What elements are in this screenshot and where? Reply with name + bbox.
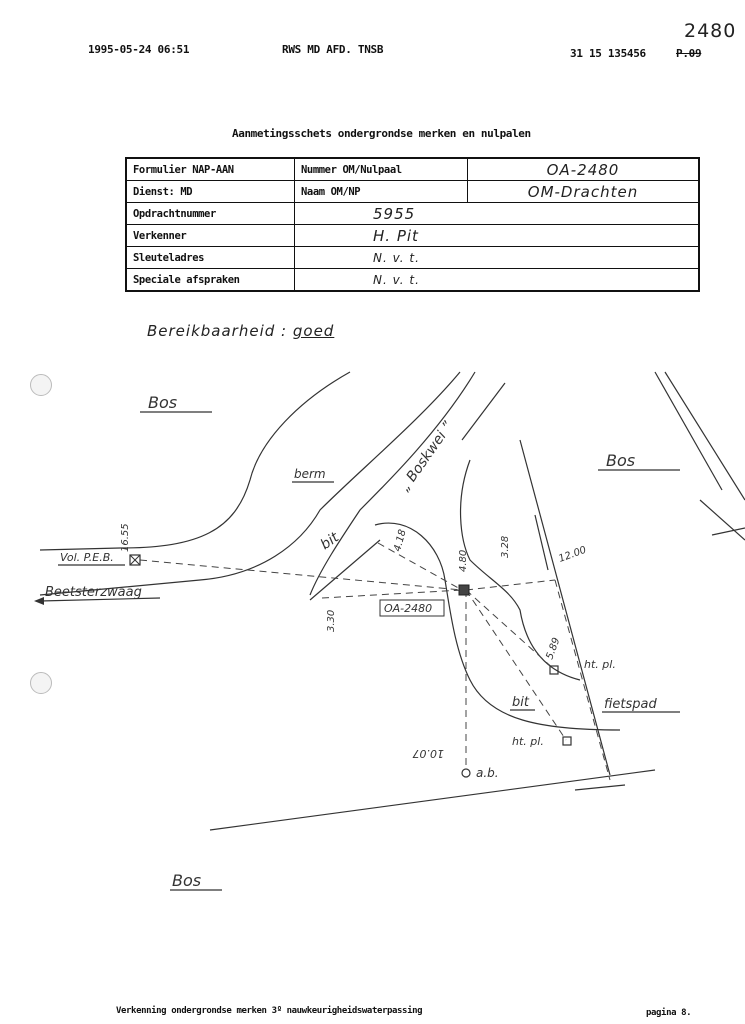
distance-label: 16.55 xyxy=(120,523,131,552)
form-label: Sleuteladres xyxy=(126,247,295,269)
fence-line xyxy=(520,440,610,775)
form-label: Verkenner xyxy=(126,225,295,247)
label-reference-point: Vol. P.E.B. xyxy=(60,551,114,564)
label-ht-pl: ht. pl. xyxy=(512,735,544,748)
label-marker: OA-2480 xyxy=(384,602,433,615)
form-row xyxy=(126,269,699,292)
fence-line xyxy=(535,515,548,570)
label-bit: bit xyxy=(317,529,342,554)
form-value: OA-2480 xyxy=(468,158,700,181)
edge-line xyxy=(665,372,745,500)
accessibility-value: goed xyxy=(292,322,335,340)
label-ab: a.b. xyxy=(476,766,499,780)
post-icon xyxy=(563,737,571,745)
edge-line xyxy=(712,528,745,535)
footer-caption: Verkenning ondergrondse merken 3º nauwkeurigheidswaterpassing xyxy=(116,1006,423,1016)
path-edge xyxy=(461,460,580,680)
label-ht-pl: ht. pl. xyxy=(584,658,616,671)
form-label: Formulier NAP-AAN xyxy=(126,158,295,181)
distance-label: 4.18 xyxy=(392,528,409,553)
arrow-head-icon xyxy=(34,597,44,605)
distance-label: 3.30 xyxy=(326,609,337,632)
measure-line xyxy=(555,580,610,780)
label-bit: bit xyxy=(512,695,529,710)
edge-line xyxy=(655,372,722,490)
form-row xyxy=(126,247,699,269)
fence-line xyxy=(575,785,625,790)
form-value: 5955 xyxy=(295,203,700,225)
form-sub-label: Nummer OM/Nulpaal xyxy=(295,158,468,181)
label-direction: Beetsterzwaag xyxy=(45,585,142,600)
distance-label: 3.28 xyxy=(500,535,511,558)
distance-label: 4.80 xyxy=(458,549,469,572)
distance-label: 10.07 xyxy=(412,747,444,760)
form-row xyxy=(126,181,699,203)
fence-line xyxy=(310,540,380,600)
measure-line xyxy=(378,543,462,590)
document-title: Aanmetingsschets ondergrondse merken en nulpalen xyxy=(232,127,531,140)
edge-line xyxy=(700,500,745,540)
form-row xyxy=(126,203,699,225)
measure-line xyxy=(140,560,462,590)
benchmark-icon xyxy=(462,769,470,777)
accessibility-label: Bereikbaarheid : xyxy=(147,322,288,340)
label-boskwei: „ Boskwei ” xyxy=(396,418,457,495)
fax-sender: RWS MD AFD. TNSB xyxy=(282,43,384,56)
measure-line xyxy=(466,590,555,670)
label-bos: Bos xyxy=(148,393,178,412)
form-row xyxy=(126,225,699,247)
distance-label: 12.00 xyxy=(557,544,588,565)
road-edge xyxy=(40,372,350,550)
measure-line xyxy=(466,580,555,590)
fence-line xyxy=(462,383,505,440)
label-fietspad: fietspad xyxy=(604,697,657,712)
form-value: N. v. t. xyxy=(295,247,700,269)
form-sub-label: Naam OM/NP xyxy=(295,181,468,203)
distance-label: 5.89 xyxy=(544,636,563,662)
accessibility-note xyxy=(147,322,334,340)
label-berm: berm xyxy=(294,467,326,481)
fax-timestamp: 1995-05-24 06:51 xyxy=(88,43,190,56)
survey-marker-icon xyxy=(459,585,469,595)
handwritten-reference: 2480 xyxy=(684,20,737,42)
label-bos: Bos xyxy=(172,871,202,890)
form-value: N. v. t. xyxy=(295,269,700,292)
fence-line xyxy=(210,770,655,830)
fax-number: 31 15 135456 xyxy=(570,47,646,60)
form-value: H. Pit xyxy=(295,225,700,247)
site-sketch xyxy=(0,360,745,920)
form-label: Dienst: MD xyxy=(126,181,295,203)
measurement-form xyxy=(125,157,700,292)
road-edge xyxy=(310,372,475,595)
form-label: Opdrachtnummer xyxy=(126,203,295,225)
form-value: OM-Drachten xyxy=(468,181,700,203)
footer-page: pagina 8. xyxy=(646,1008,692,1018)
form-row xyxy=(126,158,699,181)
fax-page-code: P.09 xyxy=(676,47,702,60)
measure-line xyxy=(322,590,462,598)
label-bos: Bos xyxy=(606,451,636,470)
form-label: Speciale afspraken xyxy=(126,269,295,292)
